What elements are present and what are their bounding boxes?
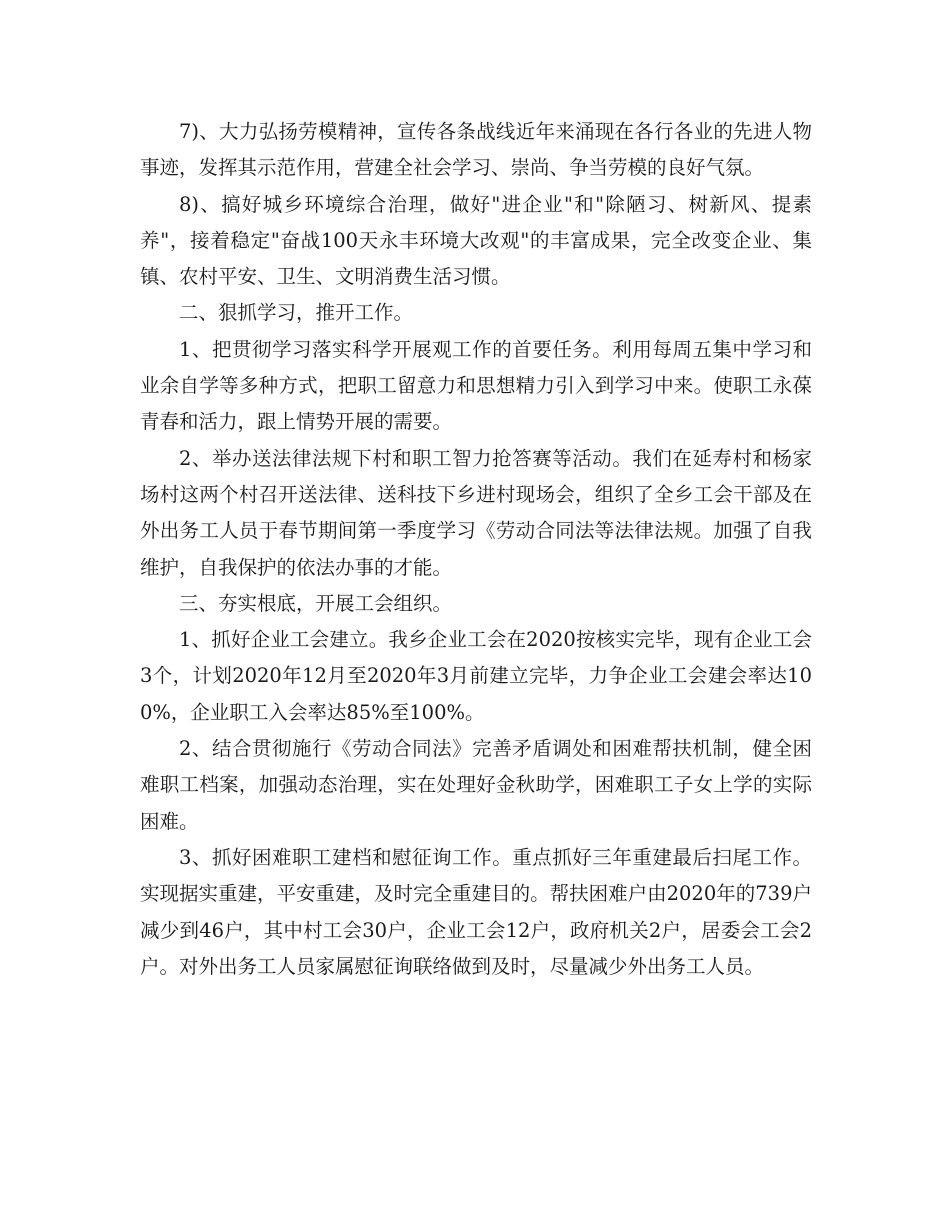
section-heading-3: 三、夯实根底，开展工会组织。 <box>179 591 453 615</box>
section-heading-2: 二、狠抓学习，推开工作。 <box>179 301 414 325</box>
paragraph-item-7: 7)、大力弘扬劳模精神，宣传各条战线近年来涌现在各行各业的先进人物事迹，发挥其示范作用，营建全社会学习、崇尚、争当劳模的良好气氛。 <box>140 120 812 180</box>
paragraph-item-8: 8)、搞好城乡环境综合治理，做好"进企业"和"除陋习、树新风、提素养"，接着稳定"奋战100天永丰环境大改观"的丰富成果，完全改变企业、集镇、农村平安、卫生、文明消费生活习惯。 <box>140 192 812 289</box>
paragraph-3-3: 3、抓好困难职工建档和慰征询工作。重点抓好三年重建最后扫尾工作。实现据实重建，平安重建，及时完全重建目的。帮扶困难户由2020年的739户减少到46户，其中村工会30户，企业工会12户，政府机关2户，居委会工会2户。对外出务工人员家属慰征询联络做到及时，尽量减少外出务工人员。 <box>140 845 812 978</box>
document-body <box>140 114 812 985</box>
paragraph-2-1: 1、把贯彻学习落实科学开展观工作的首要任务。利用每周五集中学习和业余自学等多种方式，把职工留意力和思想精力引入到学习中来。使职工永葆青春和活力，跟上情势开展的需要。 <box>140 337 812 434</box>
paragraph-3-1: 1、抓好企业工会建立。我乡企业工会在2020按核实完毕，现有企业工会3个，计划2020年12月至2020年3月前建立完毕，力争企业工会建会率达100%，企业职工入会率达85%至100%。 <box>140 628 812 724</box>
paragraph-2-2: 2、举办送法律法规下村和职工智力抢答赛等活动。我们在延寿村和杨家场村这两个村召开送法律、送科技下乡进村现场会，组织了全乡工会干部及在外出务工人员于春节期间第一季度学习《劳动合同法等法律法规。加强了自我维护，自我保护的依法办事的才能。 <box>140 446 812 579</box>
paragraph-3-2: 2、结合贯彻施行《劳动合同法》完善矛盾调处和困难帮扶机制，健全困难职工档案，加强动态治理，实在处理好金秋助学，困难职工子女上学的实际困难。 <box>140 737 812 833</box>
